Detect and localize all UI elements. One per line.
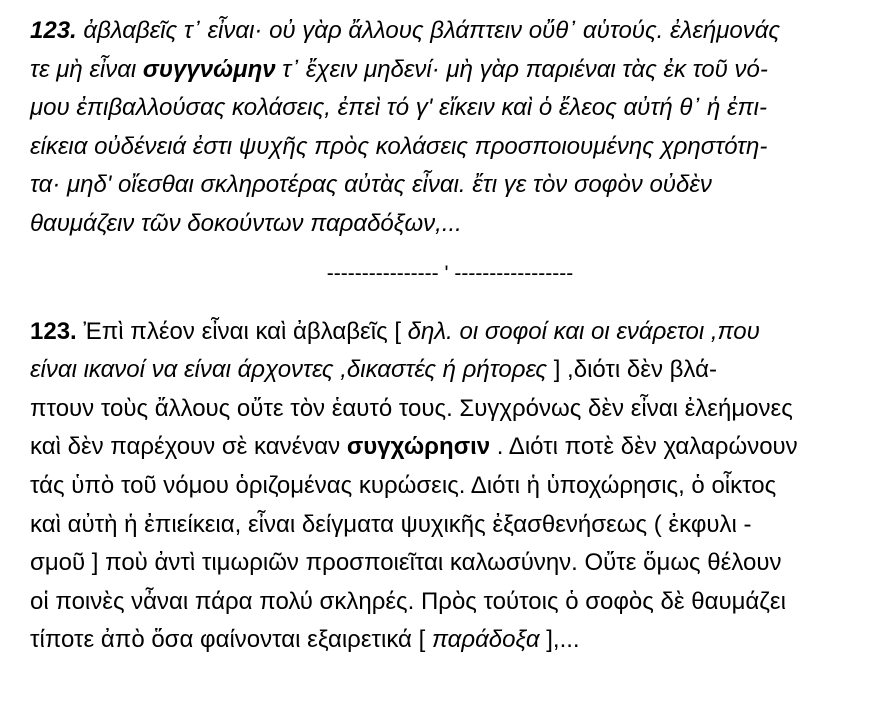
ancient-line-5 bbox=[30, 166, 860, 205]
modern-line-1 bbox=[30, 313, 860, 352]
modern-line-7: σμοῦ ] ποὺ ἀντὶ τιμωριῶν προσποιεῖται καλωσύνην. Οὔτε ὅμως θέλουν bbox=[30, 549, 782, 577]
ancient-line-4 bbox=[30, 128, 860, 167]
line-text: καὶ δὲν παρέχουν σὲ κανέναν bbox=[30, 433, 347, 461]
line-text: μου ἐπιβαλλούσας κολάσεις, ἐπεὶ τό γ' εἴκειν καὶ ὁ ἔλεος αὐτή θ᾽ ἡ ἐπι- bbox=[30, 94, 767, 122]
line-text: . Διότι ποτὲ δὲν χαλαρώνουν bbox=[490, 433, 798, 461]
line-text: ἀβλαβεῖς τ᾽ εἶναι· οὐ γὰρ ἄλλους βλάπτειν οὔθ᾽ αὑτούς. ἐλεήμονάς bbox=[76, 17, 781, 44]
section-number: 123. bbox=[30, 317, 77, 345]
line-text: τα· μηδ' οἴεσθαι σκληροτέρας αὐτὰς εἶναι. ἔτι γε τὸν σοφὸν οὐδὲν bbox=[30, 171, 712, 199]
modern-greek-paragraph bbox=[30, 313, 860, 660]
modern-line-3: πτουν τοὺς ἄλλους οὔτε τὸν ἑαυτό τους. Συγχρόνως δὲν εἶναι ἐλεήμονες bbox=[30, 394, 793, 422]
modern-line-9 bbox=[30, 621, 860, 660]
line-text: θαυμάζειν τῶν δοκούντων παραδόξων,... bbox=[30, 209, 462, 237]
section-number: 123. bbox=[30, 17, 77, 44]
line-text: είκεια οὐδένειά ἐστι ψυχῆς πρὸς κολάσεις προσποιουμένης χρηστότη- bbox=[30, 132, 768, 160]
keyword-syngnomen: συγγνώμην bbox=[142, 55, 276, 83]
line-text: ],... bbox=[539, 626, 580, 654]
modern-line-6: καὶ αὐτὴ ἡ ἐπιείκεια, εἶναι δείγματα ψυχικῆς ἐξασθενήσεως ( ἐκφυλι - bbox=[30, 510, 752, 538]
ancient-greek-paragraph bbox=[30, 12, 860, 244]
line-text: Ἐπὶ πλέον εἶναι καὶ ἀβλαβεῖς [ bbox=[76, 317, 408, 345]
modern-line-4 bbox=[30, 428, 860, 467]
bracket-note: είναι ικανοί να είναι άρχοντες ,δικαστές ή ρήτορες bbox=[30, 356, 548, 384]
ancient-line-3 bbox=[30, 89, 860, 128]
modern-line-2 bbox=[30, 351, 860, 390]
line-text: ] ,διότι δὲν βλά- bbox=[547, 356, 717, 384]
modern-line-5: τάς ὑπὸ τοῦ νόμου ὁριζομένας κυρώσεις. Διότι ἡ ὑποχώρησις, ὁ οἶκτος bbox=[30, 471, 777, 499]
modern-line-8: οἱ ποινὲς νἆναι πάρα πολύ σκληρές. Πρὸς τούτοις ὁ σοφὸς δὲ θαυμάζει bbox=[30, 587, 786, 615]
line-text: τε μὴ εἶναι bbox=[30, 55, 143, 83]
ancient-line-1 bbox=[30, 12, 860, 51]
keyword-syngchoresin: συγχώρησιν bbox=[346, 433, 491, 461]
line-text: τίποτε ἀπὸ ὅσα φαίνονται εξαιρετικά [ bbox=[30, 626, 432, 654]
bracket-note: δηλ. οι σοφοί και οι ενάρετοι ,που bbox=[407, 317, 760, 345]
bracket-note: παράδοξα bbox=[431, 626, 540, 654]
ancient-line-6 bbox=[30, 205, 860, 244]
section-separator: ---------------- ' ----------------- bbox=[326, 261, 574, 285]
ancient-line-2 bbox=[30, 51, 860, 90]
line-text: τ᾽ ἔχειν μηδενί· μὴ γὰρ παριέναι τὰς ἐκ τοῦ νό- bbox=[275, 55, 768, 83]
document-page bbox=[30, 12, 860, 660]
